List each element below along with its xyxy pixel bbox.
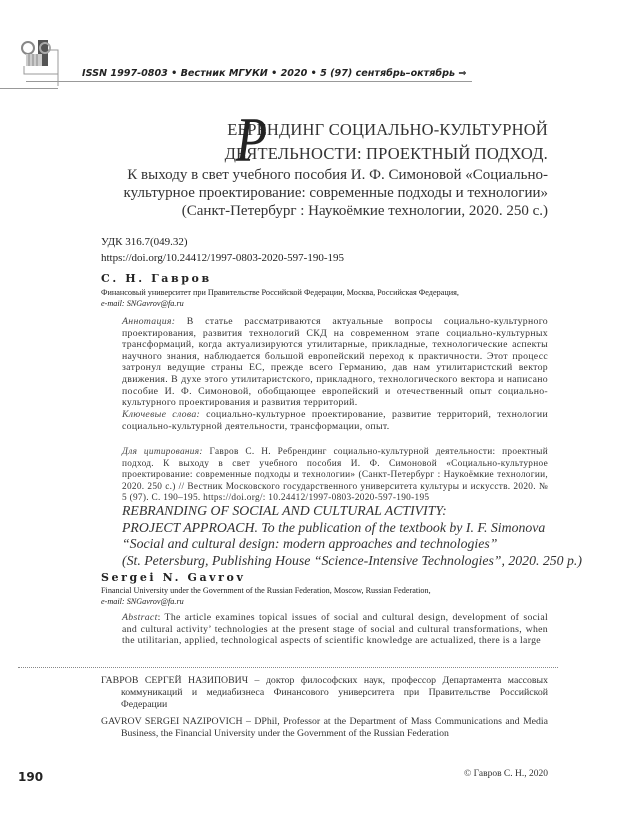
abstract: Abstract: The article examines topical issues of social and cultural design, development of social and cultural activity’ technologies at the present stage of social and cultural transformations, when the utilitarian, applied, technological aspects of scientific knowledge are actualized, there is a large <box>122 612 548 647</box>
copyright: © Гавров С. Н., 2020 <box>464 769 548 779</box>
drop-cap: Р <box>235 104 267 175</box>
journal-header: ISSN 1997-0803 • Вестник МГУКИ • 2020 • 5 (97) сентябрь–октябрь ⇒ <box>82 68 467 79</box>
doi-link[interactable]: https://doi.org/10.24412/1997-0803-2020-597-190-195 <box>101 252 345 264</box>
journal-logo-icon <box>20 40 60 86</box>
header-rule-left <box>0 88 58 89</box>
affiliation-ru: Финансовый университет при Правительстве Российской Федерации, Москва, Российская Федерация, <box>101 288 459 297</box>
email-ru[interactable]: e-mail: SNGavrov@fa.ru <box>101 299 184 308</box>
bio-ru: ГАВРОВ СЕРГЕЙ НАЗИПОВИЧ – доктор философских наук, профессор Департамента массовых коммуникаций и медиабизнеса Финансового университета при Правительстве Российской Федерации <box>101 675 548 710</box>
article-title-en: REBRANDING OF SOCIAL AND CULTURAL ACTIVITY: PROJECT APPROACH. To the publication of the textbook by I. F. Simonova “Social and cultural design: modern approaches and technologies” (St. Petersburg, Publishing House “Science-Intensive Technologies”, 2020. 250 p.) <box>122 503 582 568</box>
bio-en: GAVROV SERGEI NAZIPOVICH – DPhil, Professor at the Department of Mass Communications and Media Business, the Financial University under the Government of the Russian Federation <box>101 716 548 739</box>
udc: УДК 316.7(049.32) <box>101 236 188 248</box>
author-name-en: Sergei N. Gavrov <box>101 571 246 584</box>
header-rule <box>26 81 472 82</box>
author-bio <box>101 675 548 745</box>
article-title-ru: Р ЕБРЕНДИНГ СОЦИАЛЬНО-КУЛЬТУРНОЙ ДЕЯТЕЛЬНОСТИ: ПРОЕКТНЫЙ ПОДХОД. К выходу в свет учебного пособия И. Ф. Симоновой «Социально- культурное проектирование: современные подходы и технологии» (Санкт-Петербург : Наукоёмкие технологии, 2020. 250 с.) <box>123 104 548 219</box>
email-en[interactable]: e-mail: SNGavrov@fa.ru <box>101 597 184 606</box>
affiliation-en: Financial University under the Government of the Russian Federation, Moscow, Russian Federation, <box>101 586 431 595</box>
footnote-divider <box>18 667 558 668</box>
page-number: 190 <box>18 770 44 784</box>
annotation: Аннотация: В статье рассматриваются актуальные вопросы социально-культурного проектирования, развития технологий СКД на современном этапе социально-культурных трансформаций, когда актуализируются утилитарные, прикладные, технологические аспекты научного знания, наблюдается большой европейский переход к практичности. Этот процесс затронул ведущие страны ЕС, прежде всего Германию, дав нам утилитаристский вектор движения. В духе этого утилитаристского, прикладного, технологического вектора и написано пособие И. Ф. Симоновой, обобщающее европейский и отечественный опыт социально-культурного проектирования и развития территорий. <box>122 316 548 409</box>
citation: Для цитирования: Гавров С. Н. Ребрендинг социально-культурной деятельности: проектный подход. К выходу в свет учебного пособия И. Ф. Симоновой «Социально-культурное проектирование: современные подходы и технологии» (Санкт-Петербург : Наукоёмкие технологии, 2020. 250 с.) // Вестник Московского государственного университета культуры и искусств. 2020. № 5 (97). С. 190–195. https://doi.org/: 10.24412/1997-0803-2020-597-190-195 <box>122 447 549 504</box>
keywords: Ключевые слова: социально-культурное проектирование, развитие территорий, технологии социально-культурной деятельности, трансформации, опыт. <box>122 409 548 432</box>
author-name-ru: С. Н. Гавров <box>101 272 212 285</box>
